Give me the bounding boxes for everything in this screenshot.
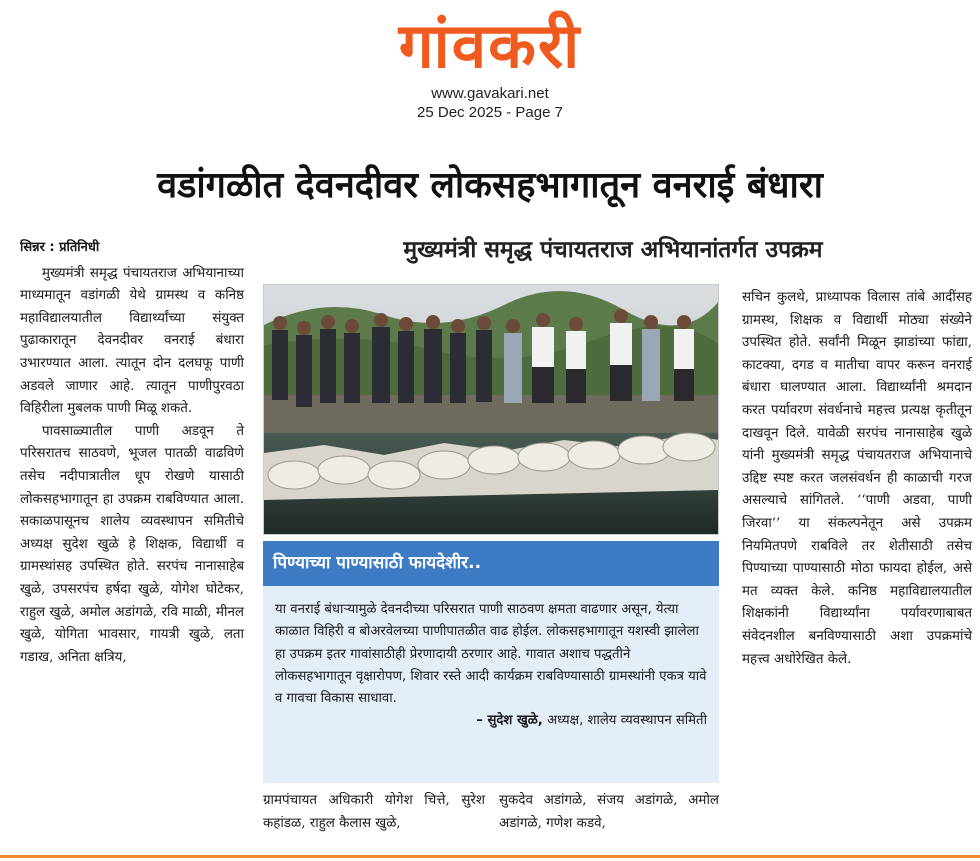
- article-subheadline: मुख्यमंत्री समृद्ध पंचायतराज अभियानांतर्गत उपक्रम: [403, 237, 823, 263]
- highlight-box-text: या वनराई बंधाऱ्यामुळे देवनदीच्या परिसरात पाणी साठवण क्षमता वाढणार असून, येत्या काळात विहिरी व बोअरवेलच्या पाणीपातळीत वाढ होईल. लोकसहभागातून यशस्वी झालेला हा उपक्रम इतर गावांसाठीही प्रेरणादायी ठरणार आहे. गावात अशाच पद्धतीने लोकसहभागातून वृक्षारोपण, शिवार रस्ते आदी कार्यक्रम राबविण्यासाठी ग्रामस्थांनी एकत्र यावे व गावचा विकास साधावा.: [275, 602, 707, 707]
- masthead: [0, 8, 980, 122]
- website-url[interactable]: www.gavakari.net: [431, 85, 549, 102]
- article-paragraph: मुख्यमंत्री समृद्ध पंचायतराज अभियानाच्या माध्यमातून वडांगळी येथे ग्रामस्थ व कनिष्ठ महाविद्यालयातील विद्यार्थ्यांच्या संयुक्त पुढाकारातून देवनदीवर वनराई बंधारा उभारण्यात आला. त्यातून दोन दलघफू पाणी अडवले जाणार आहे. त्यातून पाणीपुरवठा विहिरीला मुबलक पाणी मिळू शकते.: [20, 265, 244, 417]
- photo-group-at-check-dam: [264, 285, 719, 535]
- quote-attribution: [275, 710, 707, 732]
- newspaper-logo: गांवकरी: [398, 9, 582, 82]
- quote-author-role: अध्यक्ष, शालेय व्यवस्थापन समिती: [542, 713, 707, 729]
- article-column-3: [742, 287, 972, 671]
- article-column-2b: सुकदेव अडांगळे, संजय अडांगळे, अमोल अडांगळे, गणेश कडवे,: [499, 793, 719, 831]
- byline: सिन्नर : प्रतिनिधी: [20, 240, 100, 255]
- article-column-2a: ग्रामपंचायत अधिकारी योगेश चित्ते, सुरेश कहांडळ, राहुल कैलास खुळे,: [263, 793, 485, 831]
- quote-author: – सुदेश खुळे,: [476, 713, 543, 729]
- article-column-1: [20, 237, 244, 669]
- article-paragraph: पावसाळ्यातील पाणी अडवून ते परिसरातच साठवणे, भूजल पातळी वाढविणे तसेच नदीपात्रातील धूप रोखणे यासाठी लोकसहभागातून हा उपक्रम राबविण्यात आला. सकाळपासूनच शालेय व्यवस्थापन समितीचे अध्यक्ष सुदेश खुळे हे शिक्षक, विद्यार्थी व ग्रामस्थांसह उपस्थित होते. सरपंच नानासाहेब खुळे, उपसरपंच हर्षदा खुळे, योगेश घोटेकर, राहुल खुळे, अमोल अडांगळे, रवि माळी, मीनल खुळे, योगिता भावसार, गायत्री खुळे, लता गडाख, अनिता क्षत्रिय,: [20, 423, 244, 665]
- highlight-box: [263, 541, 719, 783]
- article-paragraph: सचिन कुलथे, प्राध्यापक विलास तांबे आदींसह ग्रामस्थ, शिक्षक व विद्यार्थी मोठ्या संख्येने उपस्थित होते. सर्वांनी मिळून झाडांच्या फांद्या, काटक्या, दगड व मातीचा वापर करून वनराई बंधारा घालण्यात आला. विद्यार्थ्यांनी श्रमदान करत पर्यावरण संवर्धनाचे महत्त्व प्रत्यक्ष कृतीतून दाखवून दिले. यावेळी सरपंच नानासाहेब खुळे यांनी मुख्यमंत्री समृद्ध पंचायतराज अभियानाचे उद्दिष्ट स्पष्ट करत जलसंवर्धन ही काळाची गरज असल्याचे सांगितले. ‘‘पाणी अडवा, पाणी जिरवा’’ या संकल्पनेतून असे उपक्रम नियमितपणे राबविले तर शेतीसाठी तसेच पिण्याच्या पाण्यासाठी मोठा फायदा होईल, असे मत व्यक्त केले. कनिष्ठ महाविद्यालयातील शिक्षकांनी विद्यार्थ्यांना पर्यावरणाबाबत संवेदनशील बनविण्यासाठी अशा उपक्रमांचे महत्त्व अधोरेखित केले.: [742, 290, 972, 667]
- article-headline: वडांगळीत देवनदीवर लोकसहभागातून वनराई बंधारा: [157, 165, 823, 206]
- highlight-box-body: [263, 586, 719, 733]
- footer-rule: [0, 855, 980, 858]
- news-photo: [263, 284, 719, 535]
- highlight-box-title: पिण्याच्या पाण्यासाठी फायदेशीर..: [263, 541, 719, 586]
- edition-date: 25 Dec 2025 - Page 7: [417, 104, 563, 121]
